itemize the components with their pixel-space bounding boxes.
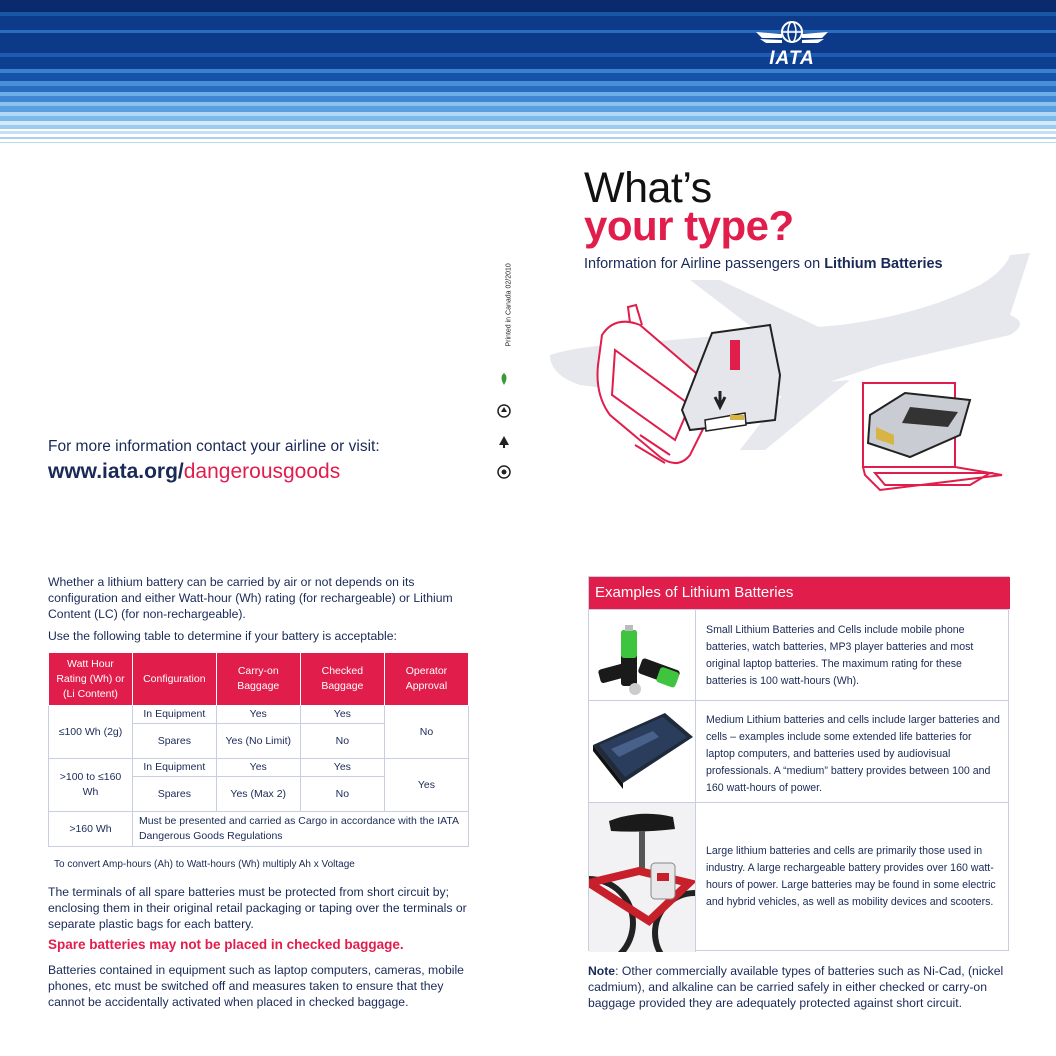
url-red: dangerousgoods (183, 460, 341, 483)
certification-icon (497, 465, 511, 479)
subtitle-prefix: Information for Airline passengers on (584, 256, 825, 272)
config-cell: Spares (132, 724, 216, 759)
printed-note-text: Printed in Canada 02/2010 (505, 263, 513, 347)
carry-on-cell: Yes (216, 759, 300, 777)
examples-heading: Examples of Lithium Batteries (589, 577, 1010, 609)
hero-illustration (540, 245, 1056, 495)
cargo-note-cell: Must be presented and carried as Cargo in accordance with the IATA Dangerous Goods Regulations (132, 812, 468, 847)
header-checked: Checked Baggage (300, 653, 384, 706)
checked-cell: Yes (300, 706, 384, 724)
battery-rules-table (48, 652, 469, 847)
fsc-tree-icon (497, 435, 511, 449)
iata-logo-text: IATA (769, 48, 815, 69)
eco-logo-icon (497, 372, 511, 386)
example-row-large (589, 802, 1008, 952)
subtitle-bold: Lithium Batteries (824, 256, 943, 272)
terminals-paragraph: The terminals of all spare batteries must be protected from short circuit by; enclosing them in their original retail packaging or taping over the terminals or separate plastic bags for each battery. (48, 885, 467, 931)
carry-on-cell: Yes (216, 706, 300, 724)
checked-cell: No (300, 777, 384, 812)
laptop-battery-icon (589, 701, 695, 803)
header-carry-on: Carry-on Baggage (216, 653, 300, 706)
iata-logo (752, 18, 832, 70)
aa-batteries-icon (589, 610, 695, 701)
globe-wings-icon (752, 18, 832, 52)
recycle-icon (497, 404, 511, 418)
intro-paragraph: Whether a lithium battery can be carried by air or not depends on its configuration and either Watt-hour (Wh) rating (for rechargeable) or Lithium Content (LC) (for non-rechargeable). (48, 575, 453, 621)
table-instruction: Use the following table to determine if your battery is acceptable: (48, 629, 397, 643)
example-row-medium (589, 700, 1008, 803)
medium-battery-text: Medium Lithium batteries and cells include larger batteries and cells – examples include some extended life batteries for laptop computers, and batteries used by audiovisual professionals. A “medium” battery provides between 100 and 160 watt-hours of power. (706, 714, 1000, 794)
large-battery-text: Large lithium batteries and cells are primarily those used in industry. A large rechargeable battery provides over 160 watt-hours of power. Large batteries may be found in some electric and hybrid vehicles, as well as mobility devices and scooters. (706, 845, 996, 908)
approval-cell: No (384, 706, 468, 759)
table-row (49, 812, 469, 847)
checked-cell: No (300, 724, 384, 759)
examples-panel (588, 576, 1009, 951)
config-cell: In Equipment (132, 759, 216, 777)
table-row (49, 759, 469, 777)
table-header-row (49, 653, 469, 706)
printed-note (500, 262, 518, 352)
rating-cell: >100 to ≤160 Wh (49, 759, 133, 812)
title-line-2: your type? (584, 202, 794, 249)
equipment-paragraph: Batteries contained in equipment such as laptop computers, cameras, mobile phones, etc must be switched off and measures taken to ensure that they cannot be accidentally activated when placed in checked baggage. (48, 963, 464, 1009)
carry-on-cell: Yes (Max 2) (216, 777, 300, 812)
carry-on-cell: Yes (No Limit) (216, 724, 300, 759)
spare-batteries-warning: Spare batteries may not be placed in checked baggage. (48, 937, 404, 952)
title-line-1: What’s (584, 164, 712, 212)
config-cell: In Equipment (132, 706, 216, 724)
header-configuration: Configuration (132, 653, 216, 706)
header-approval: Operator Approval (384, 653, 468, 706)
large-battery-image (589, 803, 696, 952)
small-battery-image (589, 610, 696, 701)
medium-battery-image (589, 701, 696, 803)
note-label: Note (588, 964, 616, 978)
contact-text: For more information contact your airline or visit: (48, 438, 380, 455)
table-row (49, 706, 469, 724)
checked-cell: Yes (300, 759, 384, 777)
config-cell: Spares (132, 777, 216, 812)
url-main: www.iata.org/ (48, 460, 184, 483)
small-battery-text: Small Lithium Batteries and Cells include mobile phone batteries, watch batteries, MP3 player batteries and most original laptop batteries. The maximum rating for these batteries is 100 watt-hours (Wh). (706, 624, 974, 687)
iata-url-link[interactable] (48, 460, 340, 484)
header-banner (0, 0, 1056, 148)
other-batteries-note (588, 963, 1018, 1011)
conversion-note: To convert Amp-hours (Ah) to Watt-hours (Wh) multiply Ah x Voltage (54, 859, 355, 870)
rating-cell: ≤100 Wh (2g) (49, 706, 133, 759)
header-rating: Watt Hour Rating (Wh) or (Li Content) (49, 653, 133, 706)
electric-bicycle-icon (589, 803, 695, 952)
rating-cell: >160 Wh (49, 812, 133, 847)
example-row-small (589, 609, 1008, 701)
approval-cell: Yes (384, 759, 468, 812)
note-text: : Other commercially available types of batteries such as Ni-Cad, (nickel cadmium), and alkaline can be carried safely in either checked or carry-on baggage provided they are adequately protected against short circuit. (588, 964, 1004, 1010)
